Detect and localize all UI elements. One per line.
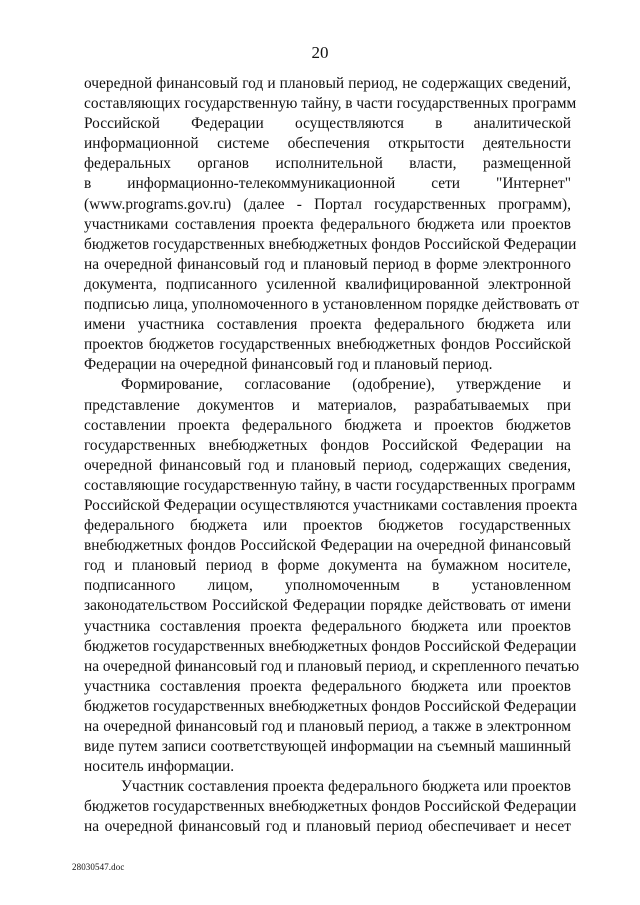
text-line: участника составления проекта федерального бюджета или проектов [84, 617, 571, 635]
text-line: бюджетов государственных внебюджетных фондов Российской Федерации [84, 798, 577, 816]
text-line: участниками составления проекта федерального бюджета или проектов [84, 215, 571, 233]
text-line: участника составления проекта федерального бюджета или проектов [84, 677, 571, 695]
document-body [84, 74, 580, 838]
text-line: Федерации на очередной финансовый год и плановый период. [84, 356, 493, 374]
text-line: государственных внебюджетных фондов Российской Федерации на [84, 436, 571, 454]
text-line: на очередной финансовый год и плановый период в форме электронного [84, 255, 571, 273]
text-line: составляющих государственную тайну, в части государственных программ [84, 95, 577, 113]
text-line: на очередной финансовый год и плановый период обеспечивает и несет [84, 818, 571, 836]
text-line: имени участника составления проекта федерального бюджета или [84, 316, 571, 334]
paragraph [84, 777, 577, 837]
text-line: информационной системе обеспечения открытости деятельности [84, 135, 571, 153]
text-line: (www.programs.gov.ru) (далее - Портал государственных программ), [84, 195, 571, 213]
text-line: составляющие государственную тайну, в части государственных программ [84, 476, 576, 494]
text-line: на очередной финансовый год и плановый период, и скрепленного печатью [84, 657, 580, 675]
text-line: документа, подписанного усиленной квалифицированной электронной [84, 275, 571, 293]
text-line: очередной финансовый год и плановый период, содержащих сведения, [84, 456, 571, 474]
text-line: на очередной финансовый год и плановый период, а также в электронном [84, 718, 571, 735]
text-line: бюджетов государственных внебюджетных фондов Российской Федерации [84, 697, 577, 715]
text-line: внебюджетных фондов Российской Федерации на очередной финансовый [84, 537, 571, 555]
text-line: составлении проекта федерального бюджета и проектов бюджетов [84, 416, 571, 434]
text-line: законодательством Российской Федерации порядке действовать от имени [84, 597, 571, 615]
text-line: федерального бюджета или проектов бюджетов государственных [84, 517, 571, 535]
paragraph [84, 375, 580, 777]
text-line: Участник составления проекта федерального бюджета или проектов [121, 778, 571, 796]
text-line: проектов бюджетов государственных внебюджетных фондов Российской [84, 336, 571, 354]
paragraph [84, 74, 579, 375]
document-file-code: 28030547.doc [72, 862, 125, 872]
text-line: Формирование, согласование (одобрение), утверждение и [121, 376, 571, 394]
text-line: бюджетов государственных внебюджетных фондов Российской Федерации [84, 637, 577, 655]
text-line: виде путем записи соответствующей информации на съемный машинный [84, 738, 571, 756]
text-line: федеральных органов исполнительной власти, размещенной [84, 155, 571, 173]
text-line: Российской Федерации осуществляются участниками составления проекта [84, 496, 578, 514]
text-line: представление документов и материалов, разрабатываемых при [84, 396, 571, 414]
text-line: подписанного лицом, уполномоченным в установленном [84, 577, 571, 595]
text-line: очередной финансовый год и плановый период, не содержащих сведений, [84, 75, 571, 92]
page-number: 20 [311, 43, 329, 62]
text-line: носитель информации. [84, 758, 235, 776]
text-line: в информационно-телекоммуникационной сети "Интернет" [84, 175, 571, 193]
text-line: бюджетов государственных внебюджетных фондов Российской Федерации [84, 235, 577, 253]
text-line: подписью лица, уполномоченного в установленном порядке действовать от [84, 296, 579, 314]
text-line: Российской Федерации осуществляются в аналитической [84, 115, 571, 133]
text-line: год и плановый период в форме документа на бумажном носителе, [84, 557, 571, 575]
